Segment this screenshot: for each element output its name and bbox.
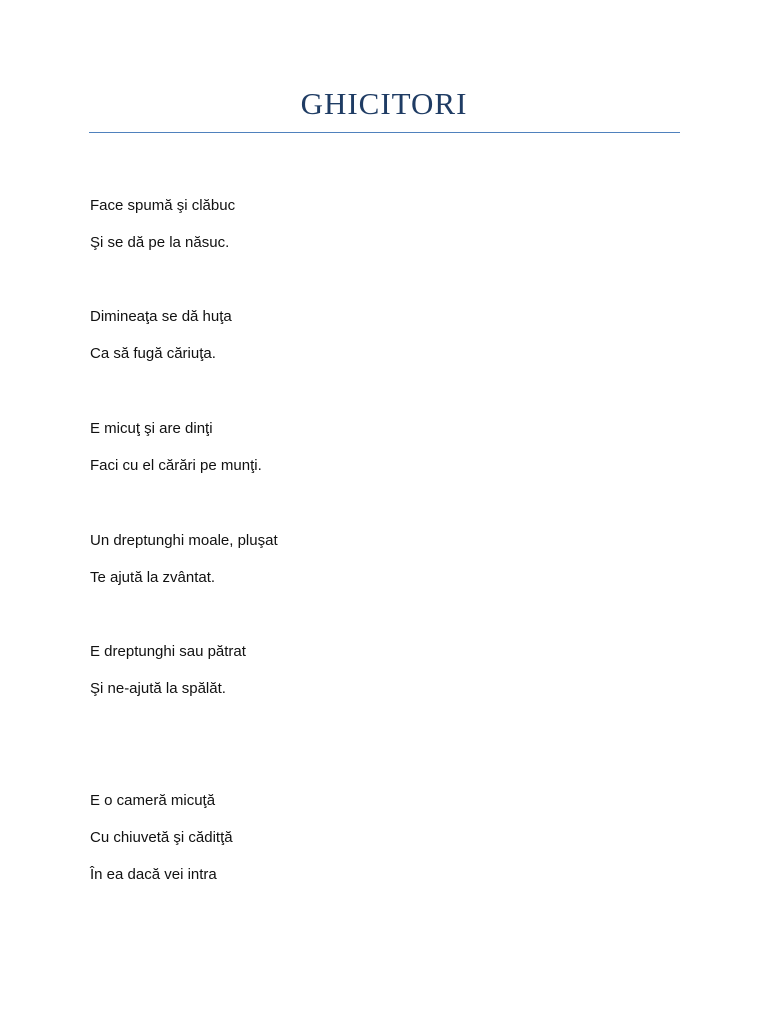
riddle-1-line-1: Face spumă şi clăbuc bbox=[90, 197, 236, 214]
riddle-6-line-1: E o cameră micuţă bbox=[90, 792, 216, 809]
riddle-4-line-2: Te ajută la zvântat. bbox=[90, 569, 216, 586]
riddle-4-line-1: Un dreptunghi moale, pluşat bbox=[90, 532, 278, 549]
title-underline bbox=[89, 132, 680, 133]
riddle-5-line-1: E dreptunghi sau pătrat bbox=[90, 643, 246, 660]
riddle-2-line-1: Dimineaţa se dă huţa bbox=[90, 308, 232, 325]
page-title: GHICITORI bbox=[300, 86, 468, 121]
riddle-6-line-2: Cu chiuvetă şi căditţă bbox=[90, 829, 233, 846]
riddle-1-line-2: Şi se dă pe la năsuc. bbox=[90, 234, 230, 251]
riddle-6-line-3: În ea dacă vei intra bbox=[90, 866, 217, 883]
riddle-2-line-2: Ca să fugă căriuţa. bbox=[90, 345, 216, 362]
riddle-5-line-2: Şi ne-ajută la spălăt. bbox=[90, 680, 226, 697]
riddle-3-line-1: E micuţ şi are dinţi bbox=[90, 420, 213, 437]
riddle-3-line-2: Faci cu el cărări pe munţi. bbox=[90, 457, 262, 474]
